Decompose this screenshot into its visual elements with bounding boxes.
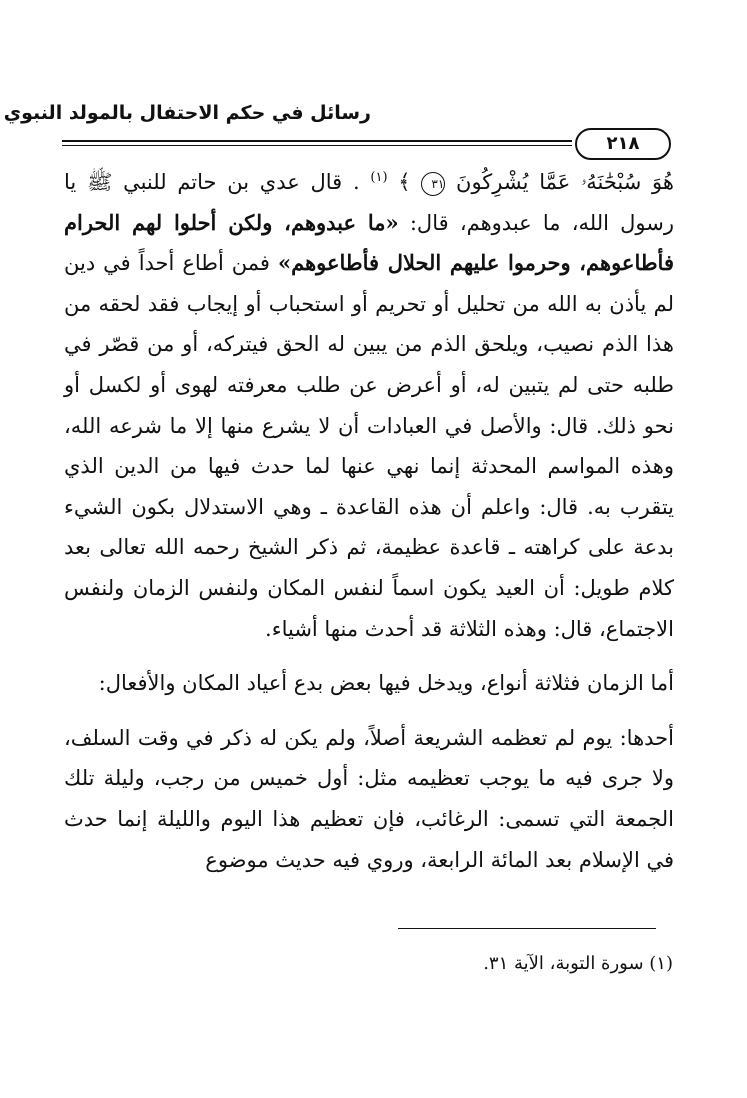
main-text-block bbox=[64, 158, 674, 880]
hadith-quote: «ما عبدوهم، ولكن أحلوا لهم الحرام فأطاعوهم، وحرموا عليهم الحلال فأطاعوهم» bbox=[64, 209, 674, 276]
page-number-badge: ٢١٨ bbox=[575, 128, 671, 160]
ayah-number-icon: ٣١ bbox=[421, 172, 445, 196]
paragraph-1-text: . قال عدي بن حاتم للنبي ﷺ يا رسول الله، ما عبدوهم، قال: bbox=[64, 170, 674, 235]
running-header-title: رسائل في حكم الاحتفال بالمولد النبوي bbox=[3, 102, 371, 124]
footnote-separator bbox=[398, 928, 656, 929]
footnote-text: (١) سورة التوبة، الآية ٣١. bbox=[483, 953, 673, 974]
header-rule-thin bbox=[62, 145, 572, 146]
paragraph-1-continuation: فمن أطاع أحداً في دين لم يأذن به الله من تحليل أو تحريم أو استحباب أو إيجاب فقد لحقه من هذا الذم نصيب، ويلحق الذم من يبين له الحق فيتركه، أو من قصّر في طلبه حتى لم يتبين له، أو أعرض عن طلب معرفته لهوى أو لكسل أو نحو ذلك. قال: والأصل في العبادات أن لا يشرع منها إلا ما شرعه الله، وهذه المواسم المحدثة إنما نهي عنها لما حدث فيها من الدين الذي يتقرب به. قال: واعلم أن هذه القاعدة ـ وهي الاستدلال بكون الشيء بدعة على كراهته ـ قاعدة عظيمة، ثم ذكر الشيخ رحمه الله تعالى بعد كلام طويل: أن العيد يكون اسماً لنفس المكان ولنفس الزمان ولنفس الاجتماع، قال: وهذه الثلاثة قد أحدث منها أشياء. bbox=[64, 251, 674, 641]
quran-bracket: ﴾ bbox=[398, 170, 411, 194]
quran-verse: هُوَ سُبْحَٰنَهُۥ عَمَّا يُشْرِكُونَ bbox=[456, 170, 674, 194]
header-rule bbox=[62, 140, 572, 142]
paragraph-1 bbox=[64, 158, 674, 649]
paragraph-2: أما الزمان فثلاثة أنواع، ويدخل فيها بعض بدع أعياد المكان والأفعال: bbox=[98, 671, 674, 696]
footnote-reference: (١) bbox=[370, 170, 388, 185]
paragraph-3: أحدها: يوم لم تعظمه الشريعة أصلاً، ولم يكن له ذكر في وقت السلف، ولا جرى فيه ما يوجب تعظيمه مثل: أول خميس من رجب، وليلة تلك الجمعة التي تسمى: الرغائب، فإن تعظيم هذا اليوم والليلة إنما حدث في الإسلام بعد المائة الرابعة، وروي فيه حديث موضوع bbox=[64, 725, 674, 872]
